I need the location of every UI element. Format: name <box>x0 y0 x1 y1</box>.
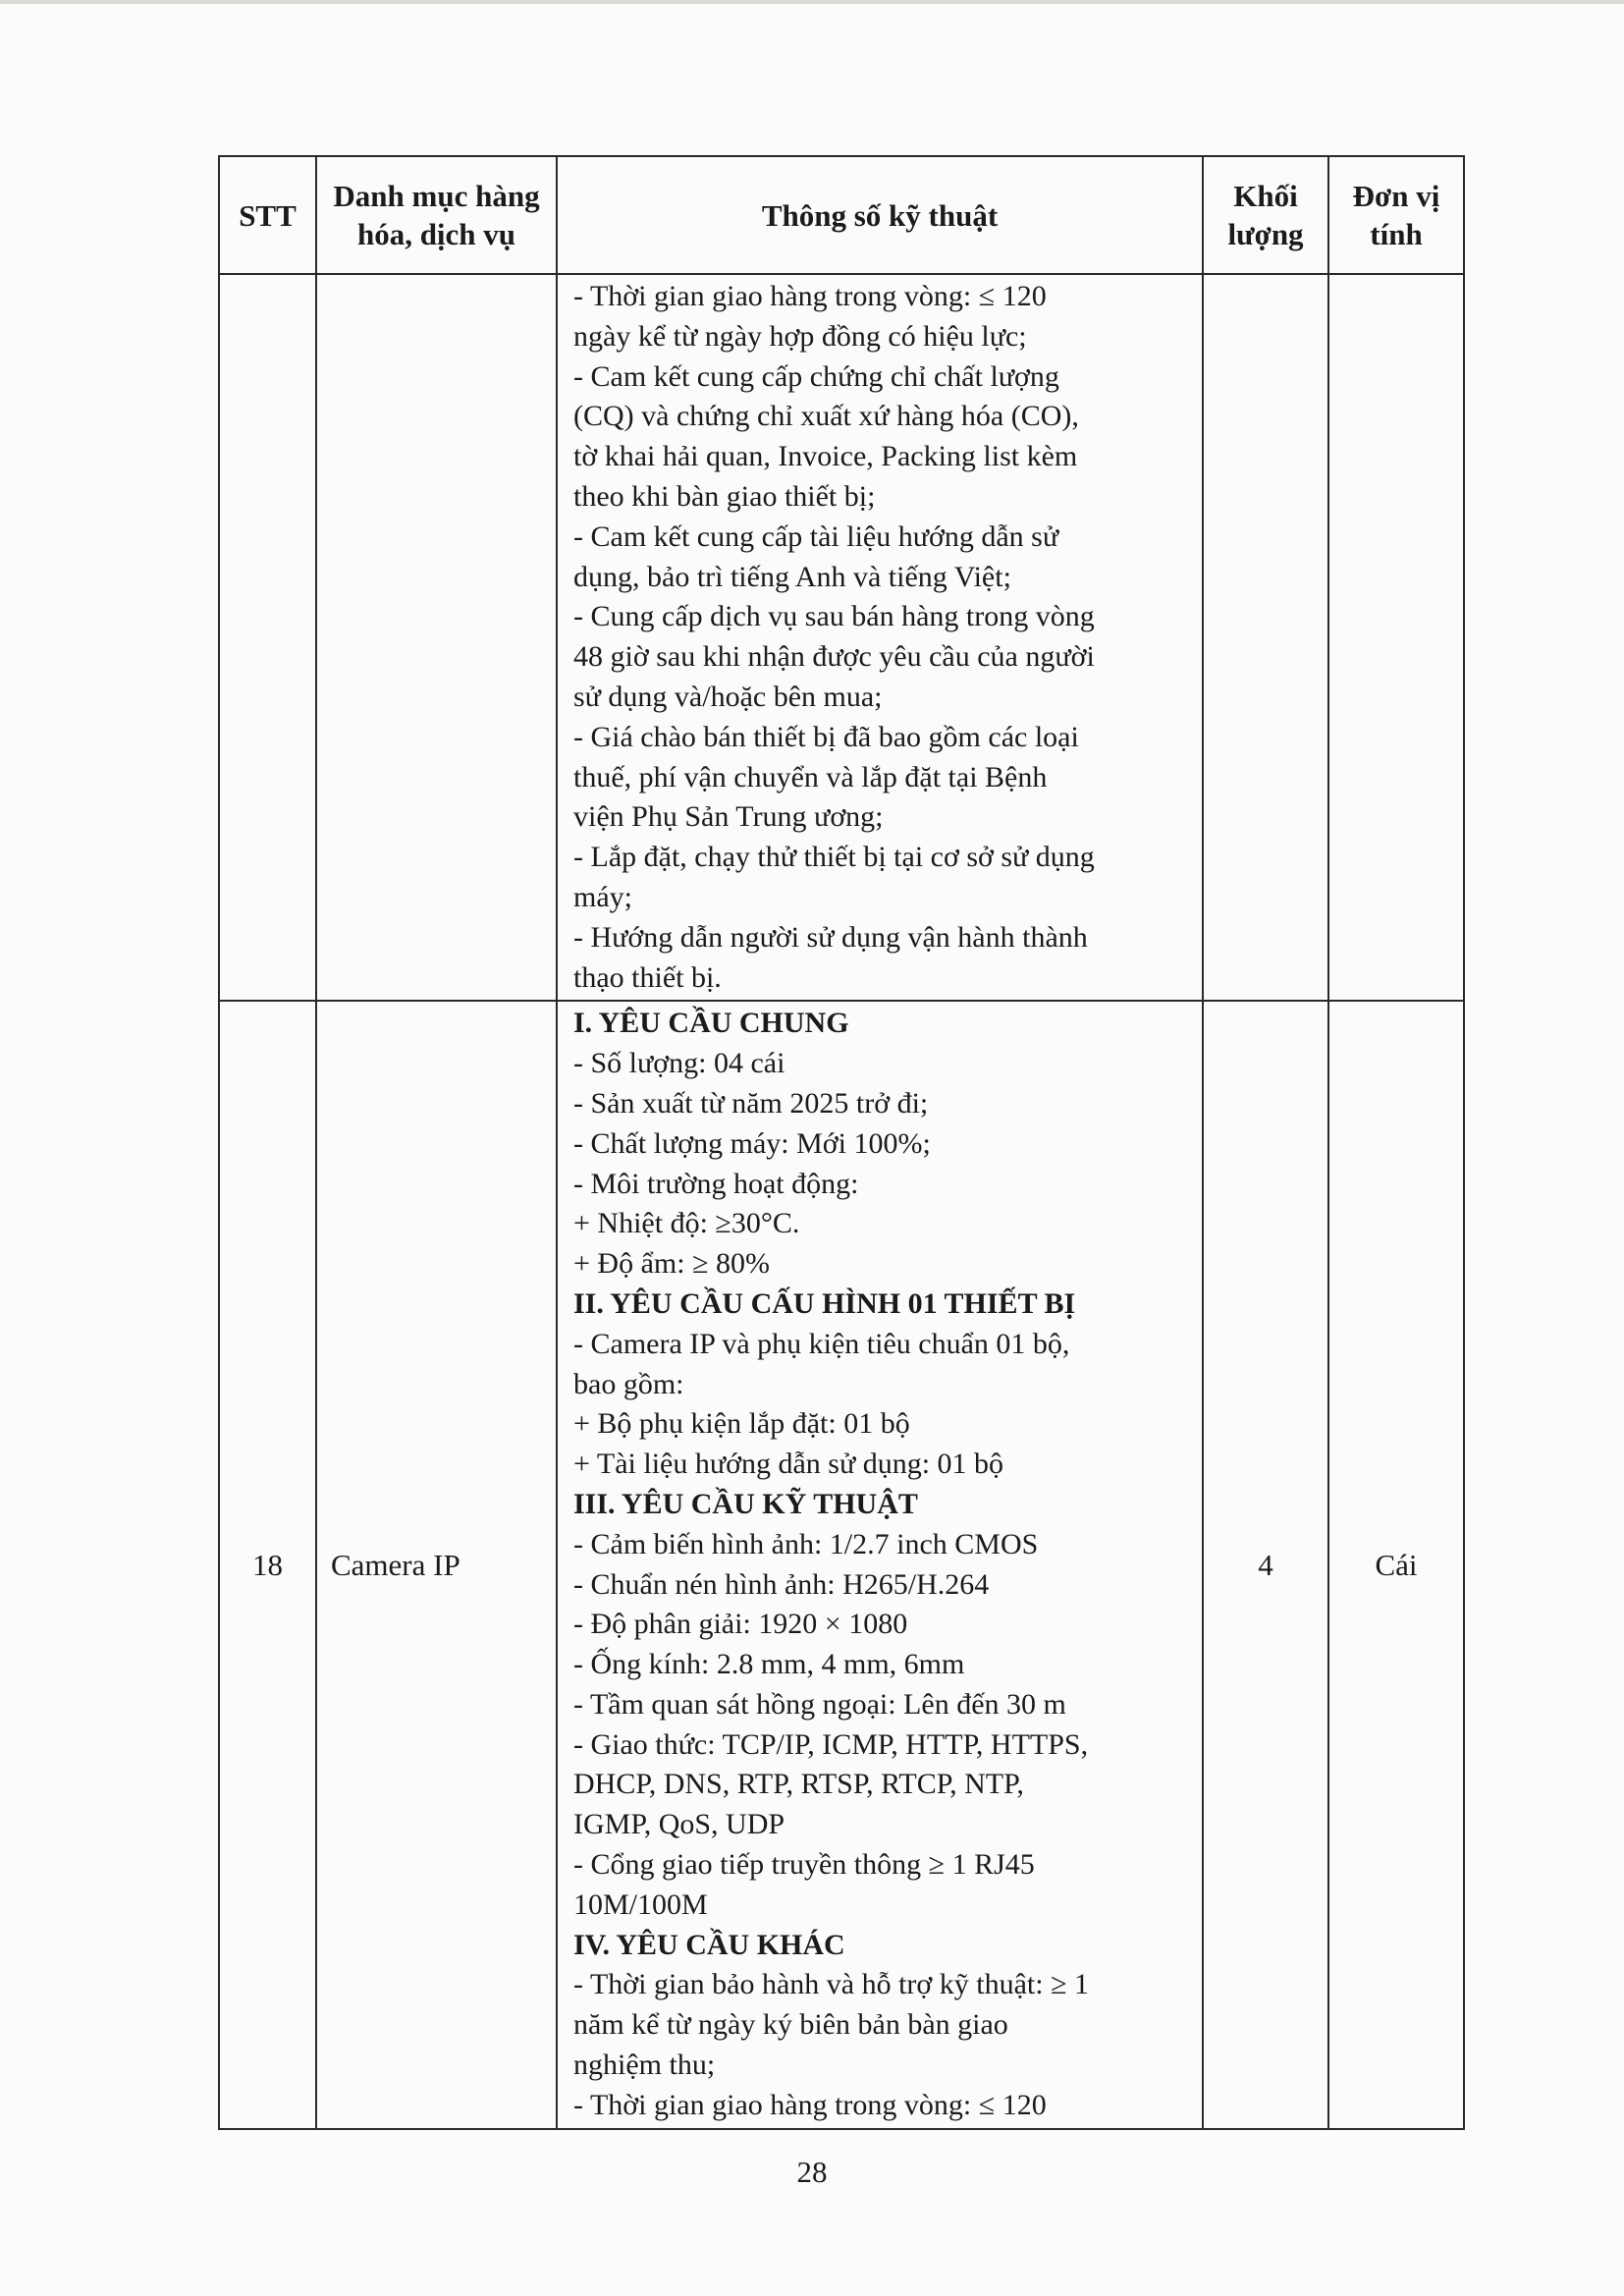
spec-section-heading: IV. YÊU CẦU KHÁC <box>573 1928 845 1961</box>
spec-line: - Ống kính: 2.8 mm, 4 mm, 6mm <box>573 1648 965 1681</box>
spec-item-text <box>558 1002 1202 2127</box>
table-header-row <box>219 156 1464 274</box>
spec-line: nghiệm thu; <box>573 2049 716 2082</box>
cell-spec-continuation <box>557 274 1203 1001</box>
spec-line: - Chất lượng máy: Mới 100%; <box>573 1126 931 1160</box>
spec-line: thạo thiết bị. <box>573 960 722 994</box>
spec-continuation-text <box>558 275 1202 1000</box>
spec-line: - Thời gian bảo hành và hỗ trợ kỹ thuật: ≥ 1 <box>573 1968 1090 2001</box>
spec-line: theo khi bàn giao thiết bị; <box>573 479 876 513</box>
spec-line: - Tầm quan sát hồng ngoại: Lên đến 30 m <box>573 1687 1066 1721</box>
spec-line: + Độ ẩm: ≥ 80% <box>573 1247 771 1281</box>
spec-line: (CQ) và chứng chỉ xuất xứ hàng hóa (CO), <box>573 400 1079 433</box>
cell-unit: Cái <box>1328 1001 1464 2128</box>
spec-line: - Sản xuất từ năm 2025 trở đi; <box>573 1086 929 1120</box>
spec-line: DHCP, DNS, RTP, RTSP, RTCP, NTP, <box>573 1768 1024 1801</box>
spec-line: - Cam kết cung cấp tài liệu hướng dẫn sử <box>573 519 1059 553</box>
spec-line: - Thời gian giao hàng trong vòng: ≤ 120 <box>573 2088 1047 2121</box>
spec-line: - Cổng giao tiếp truyền thông ≥ 1 RJ45 <box>573 1848 1035 1882</box>
page-number: 28 <box>796 2155 828 2189</box>
spec-line: sử dụng và/hoặc bên mua; <box>573 680 883 713</box>
header-specification: Thông số kỹ thuật <box>557 156 1203 274</box>
cell-item-name: Camera IP <box>316 1001 557 2128</box>
spec-line: - Thời gian giao hàng trong vòng: ≤ 120 <box>573 280 1047 312</box>
spec-line: + Bộ phụ kiện lắp đặt: 01 bộ <box>573 1407 910 1441</box>
scan-edge <box>0 0 1624 4</box>
spec-line: tờ khai hải quan, Invoice, Packing list kèm <box>573 440 1078 473</box>
spec-line: - Môi trường hoạt động: <box>573 1167 859 1200</box>
spec-line: - Giao thức: TCP/IP, ICMP, HTTP, HTTPS, <box>573 1727 1089 1761</box>
spec-section-heading: II. YÊU CẦU CẤU HÌNH 01 THIẾT BỊ <box>573 1286 1076 1320</box>
spec-line: IGMP, QoS, UDP <box>573 1808 785 1841</box>
spec-line: thuế, phí vận chuyển và lắp đặt tại Bệnh <box>573 760 1048 793</box>
spec-section-heading: I. YÊU CẦU CHUNG <box>573 1007 849 1040</box>
spec-line: - Giá chào bán thiết bị đã bao gồm các loại <box>573 720 1079 753</box>
spec-line: - Cam kết cung cấp chứng chỉ chất lượng <box>573 359 1059 393</box>
spec-line: - Chuẩn nén hình ảnh: H265/H.264 <box>573 1567 990 1601</box>
cell-quantity: 4 <box>1203 1001 1328 2128</box>
spec-line: 48 giờ sau khi nhận được yêu cầu của người <box>573 640 1095 674</box>
spec-line: - Cung cấp dịch vụ sau bán hàng trong vòng <box>573 600 1095 633</box>
spec-section-heading: III. YÊU CẦU KỸ THUẬT <box>573 1487 918 1520</box>
cell-spec <box>557 1001 1203 2128</box>
spec-line: máy; <box>573 880 632 913</box>
header-quantity: Khối lượng <box>1203 156 1328 274</box>
spec-line: viện Phụ Sản Trung ương; <box>573 800 884 834</box>
table-row-item-18 <box>219 1001 1464 2128</box>
header-unit: Đơn vị tính <box>1328 156 1464 274</box>
header-item-name: Danh mục hàng hóa, dịch vụ <box>316 156 557 274</box>
spec-line: + Tài liệu hướng dẫn sử dụng: 01 bộ <box>573 1448 1004 1481</box>
cell-unit-empty <box>1328 274 1464 1001</box>
header-stt: STT <box>219 156 316 274</box>
cell-stt: 18 <box>219 1001 316 2128</box>
spec-line: ngày kể từ ngày hợp đồng có hiệu lực; <box>573 319 1027 353</box>
spec-line: - Số lượng: 04 cái <box>573 1047 785 1080</box>
spec-line: - Hướng dẫn người sử dụng vận hành thành <box>573 920 1088 954</box>
cell-qty-empty <box>1203 274 1328 1001</box>
spec-line: năm kể từ ngày ký biên bản bàn giao <box>573 2008 1008 2042</box>
cell-stt-empty <box>219 274 316 1001</box>
spec-line: 10M/100M <box>573 1887 708 1921</box>
spec-line: - Cảm biến hình ảnh: 1/2.7 inch CMOS <box>573 1527 1039 1560</box>
spec-line: dụng, bảo trì tiếng Anh và tiếng Việt; <box>573 560 1011 593</box>
spec-line: bao gồm: <box>573 1367 684 1400</box>
specification-table <box>218 155 1465 2130</box>
spec-line: + Nhiệt độ: ≥30°C. <box>573 1207 800 1240</box>
spec-line: - Độ phân giải: 1920 × 1080 <box>573 1608 908 1641</box>
spec-line: - Camera IP và phụ kiện tiêu chuẩn 01 bộ, <box>573 1327 1070 1360</box>
spec-line: - Lắp đặt, chạy thử thiết bị tại cơ sở sử dụng <box>573 841 1095 874</box>
table-row-continuation <box>219 274 1464 1001</box>
cell-name-empty <box>316 274 557 1001</box>
